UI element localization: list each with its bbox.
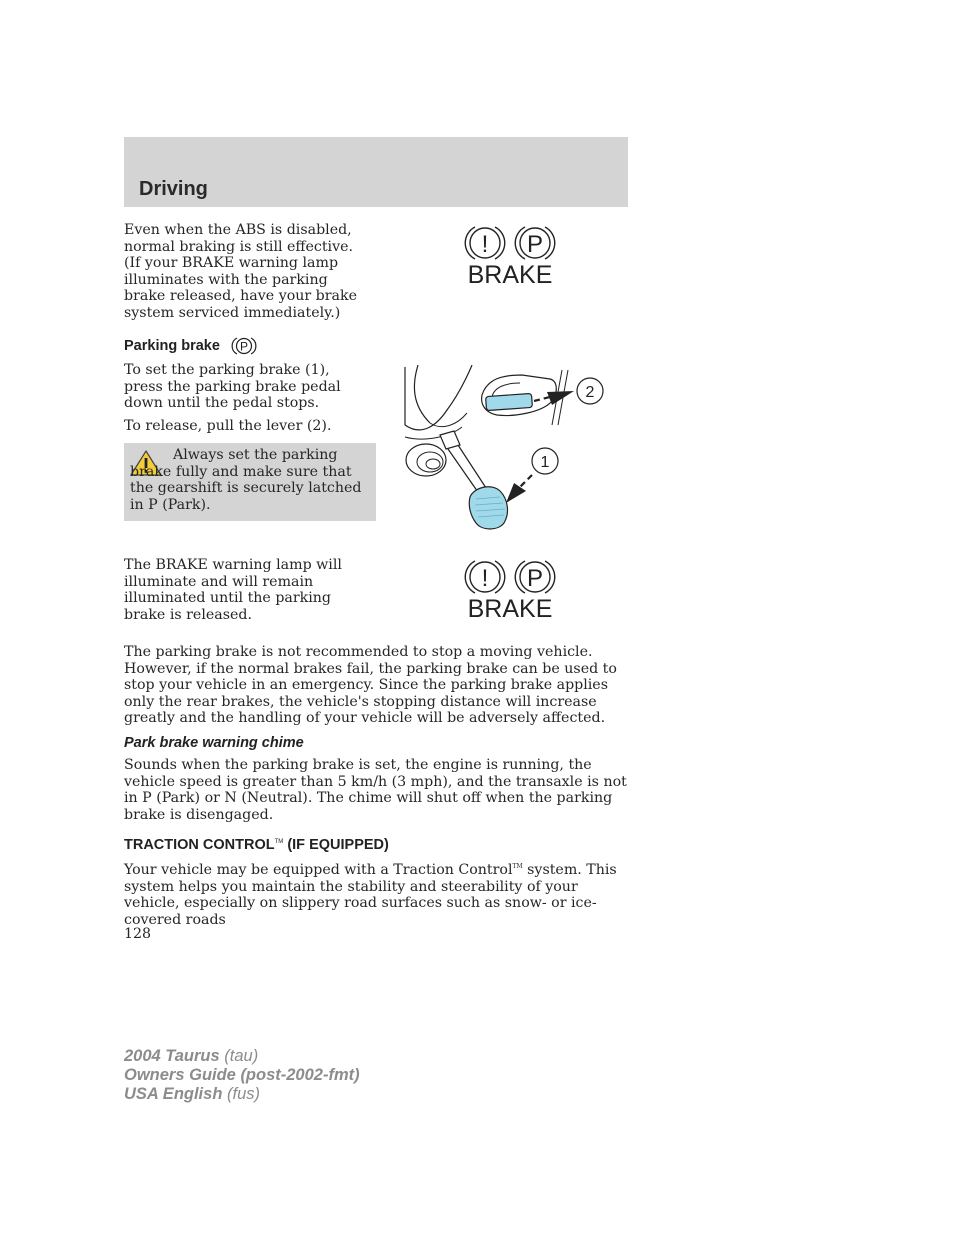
svg-text:BRAKE: BRAKE <box>467 595 553 621</box>
brake-warning-symbol-2 <box>462 557 558 621</box>
exclamation-text: ! <box>481 231 489 258</box>
not-recommended-paragraph: The parking brake is not recommended to stop a moving vehicle. However, if the normal brakes fail, the parking brake can be used to stop your vehicle in an emergency. Since the parking brake applies only the rear brakes, the vehicle's stopping distance will increase greatly and the handling of your vehicle will be adversely affected. <box>124 644 617 727</box>
exclamation-circle-icon <box>465 227 505 259</box>
traction-heading-b: (IF EQUIPPED) <box>283 837 389 853</box>
park-circle-icon <box>515 561 555 593</box>
section-title: Driving <box>139 178 208 200</box>
chime-heading: Park brake warning chime <box>124 735 304 751</box>
traction-control-heading <box>124 837 389 853</box>
tm-mark: TM <box>274 839 284 845</box>
release-paragraph: To release, pull the lever (2). <box>124 418 332 434</box>
warning-text: Always set the parking brake fully and make sure that the gearshift is securely latched in P (Park). <box>130 447 362 513</box>
set-brake-paragraph: To set the parking brake (1), press the parking brake pedal down until the pedal stops. <box>124 362 341 412</box>
footer-line-3: USA English (fus) <box>124 1085 260 1103</box>
traction-text-2: system. This system helps you maintain the stability and steerability of your vehicle, especially on slippery road surfaces such as snow- or ice-covered roads <box>124 862 617 928</box>
warning-lamp-paragraph: The BRAKE warning lamp will illuminate and will remain illuminated until the parking brake is released. <box>124 557 342 623</box>
callout-1: 1 <box>540 454 550 471</box>
park-circle-icon <box>515 227 555 259</box>
traction-text-1: Your vehicle may be equipped with a Traction Control <box>124 862 513 878</box>
svg-text:P: P <box>239 339 249 354</box>
svg-text:!: ! <box>481 565 489 592</box>
parking-brake-diagram <box>402 365 612 535</box>
page-number: 128 <box>124 926 152 942</box>
abs-paragraph: Even when the ABS is disabled, normal braking is still effective. (If your BRAKE warning lamp illuminates with the parking brake released, have your brake system serviced immediately.) <box>124 222 357 321</box>
traction-paragraph <box>124 859 629 928</box>
parking-brake-heading-text: Parking brake <box>124 338 220 354</box>
chime-paragraph: Sounds when the parking brake is set, the engine is running, the vehicle speed is greater than 5 km/h (3 mph), and the transaxle is not in P (Park) or N (Neutral). The chime will shut off when the parking brake is disengaged. <box>124 757 627 823</box>
exclamation-circle-icon <box>465 561 505 593</box>
document-footer <box>124 1047 360 1104</box>
brake-label: BRAKE <box>467 261 553 287</box>
brake-warning-symbol <box>462 223 558 287</box>
svg-text:P: P <box>526 565 544 592</box>
footer-line-2: Owners Guide (post-2002-fmt) <box>124 1066 360 1084</box>
park-text: P <box>526 231 544 258</box>
tm-mark-2: TM <box>512 863 523 870</box>
park-brake-icon <box>231 335 257 357</box>
parking-brake-heading <box>124 338 220 354</box>
callout-2: 2 <box>585 384 595 401</box>
footer-line-1: 2004 Taurus (tau) <box>124 1047 259 1065</box>
traction-heading-a: TRACTION CONTROL <box>124 837 275 853</box>
